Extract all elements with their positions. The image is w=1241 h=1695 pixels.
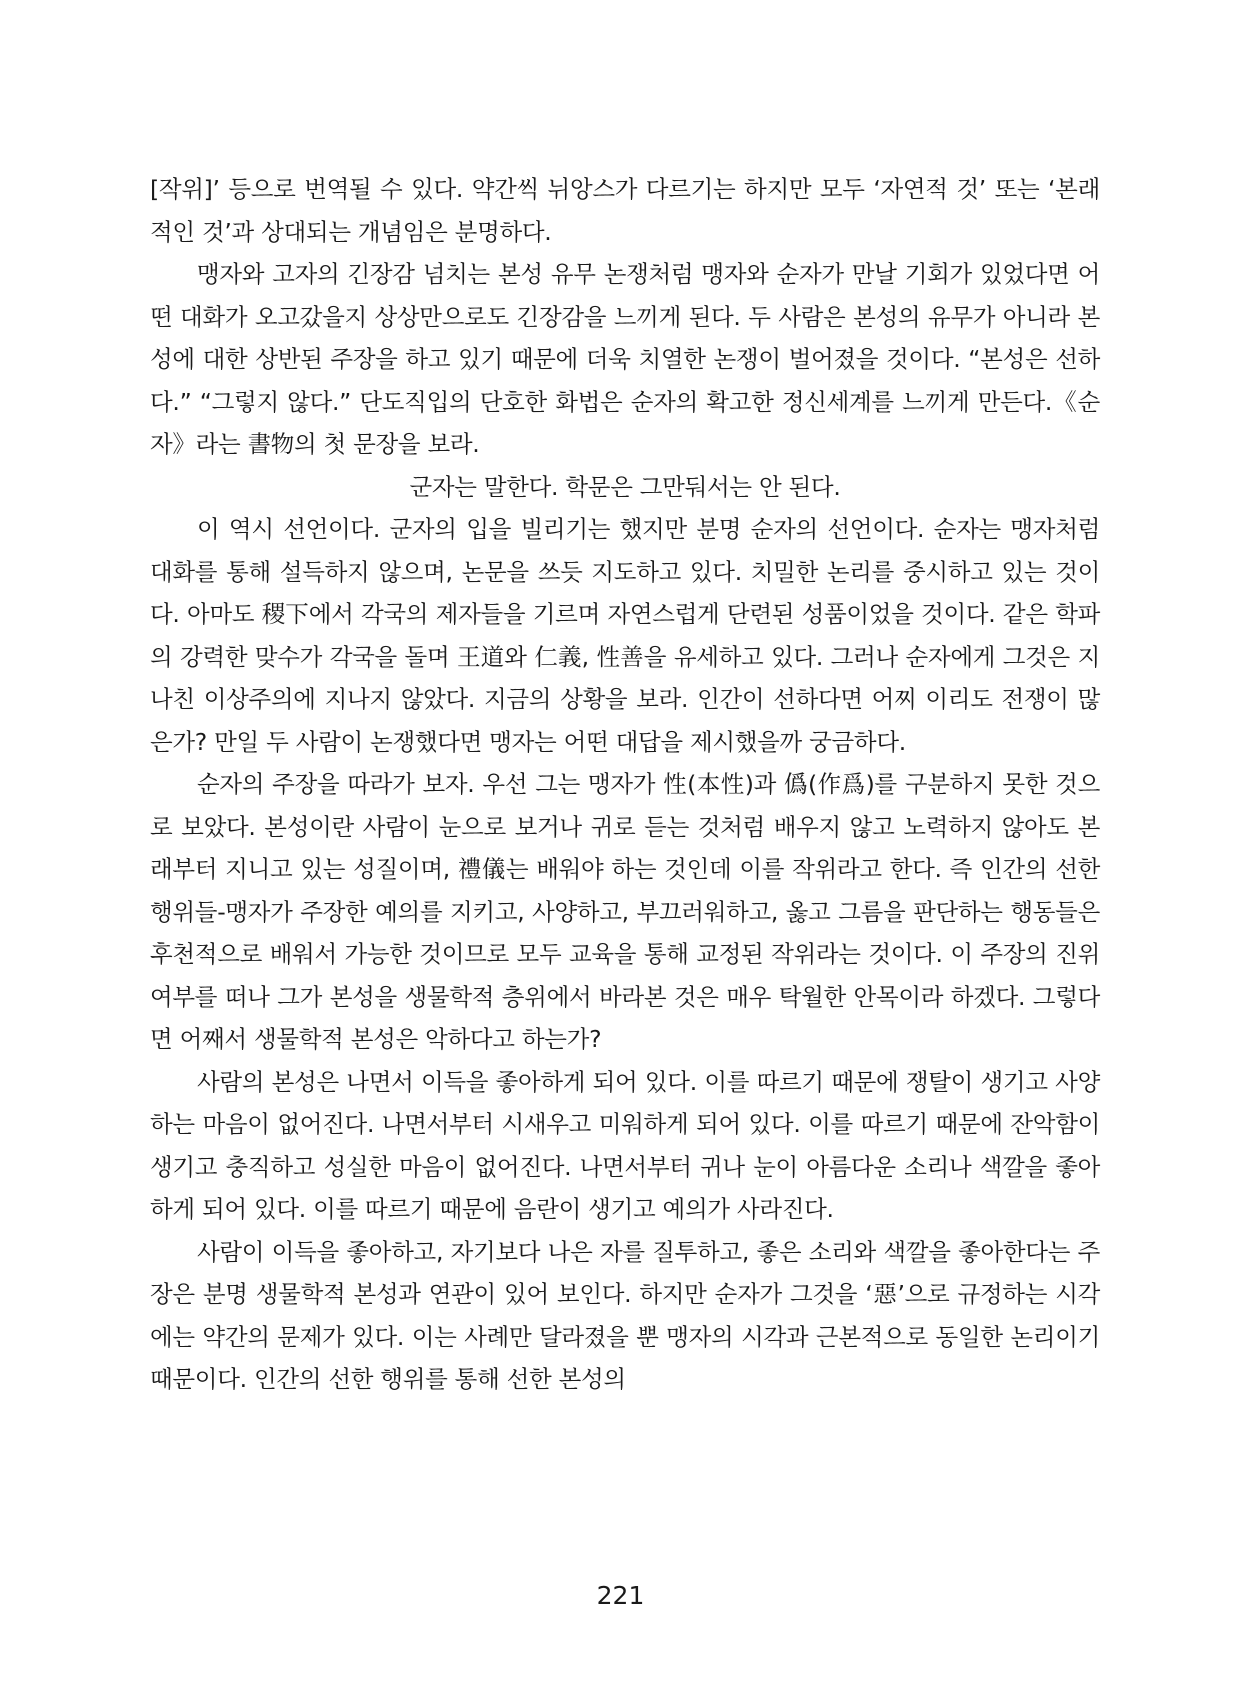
quotation: 군자는 말한다. 학문은 그만둬서는 안 된다. [409,472,841,501]
paragraph-2: 맹자와 고자의 긴장감 넘치는 본성 유무 논쟁처럼 맹자와 순자가 만날 기회가 있었다면 어떤 대화가 오고갔을지 상상만으로도 긴장감을 느끼게 된다. 두 사람은 본성의 유무가 아니라 본성에 대한 상반된 주장을 하고 있기 때문에 더욱 치열한 논쟁이 벌어졌을 것이다. “본성은 선하다.” “그렇지 않다.” 단도직입의 단호한 화법은 순자의 확고한 정신세계를 느끼게 만든다.《순자》라는 書物의 첫 문장을 보라. [150,260,1100,458]
body-text [150,168,1100,1401]
page-number: 221 [596,1581,645,1610]
paragraph-6: 사람이 이득을 좋아하고, 자기보다 나은 자를 질투하고, 좋은 소리와 색깔을 좋아한다는 주장은 분명 생물학적 본성과 연관이 있어 보인다. 하지만 순자가 그것을 ‘惡’으로 규정하는 시각에는 약간의 문제가 있다. 이는 사례만 달라졌을 뿐 맹자의 시각과 근본적으로 동일한 논리이기 때문이다. 인간의 선한 행위를 통해 선한 본성의 [150,1237,1100,1393]
paragraph-1: [작위]’ 등으로 번역될 수 있다. 약간씩 뉘앙스가 다르기는 하지만 모두 ‘자연적 것’ 또는 ‘본래적인 것’과 상대되는 개념임은 분명하다. [150,175,1100,246]
paragraph-4: 순자의 주장을 따라가 보자. 우선 그는 맹자가 性(本性)과 僞(作爲)를 구분하지 못한 것으로 보았다. 본성이란 사람이 눈으로 보거나 귀로 듣는 것처럼 배우지 않고 노력하지 않아도 본래부터 지니고 있는 성질이며, 禮儀는 배워야 하는 것인데 이를 작위라고 한다. 즉 인간의 선한 행위들-맹자가 주장한 예의를 지키고, 사양하고, 부끄러워하고, 옳고 그름을 판단하는 행동들은 후천적으로 배워서 가능한 것이므로 모두 교육을 통해 교정된 작위라는 것이다. 이 주장의 진위여부를 떠나 그가 본성을 생물학적 층위에서 바라본 것은 매우 탁월한 안목이라 하겠다. 그렇다면 어째서 생물학적 본성은 악하다고 하는가? [150,770,1100,1053]
paragraph-3: 이 역시 선언이다. 군자의 입을 빌리기는 했지만 분명 순자의 선언이다. 순자는 맹자처럼 대화를 통해 설득하지 않으며, 논문을 쓰듯 지도하고 있다. 치밀한 논리를 중시하고 있는 것이다. 아마도 稷下에서 각국의 제자들을 기르며 자연스럽게 단련된 성품이었을 것이다. 같은 학파의 강력한 맞수가 각국을 돌며 王道와 仁義, 性善을 유세하고 있다. 그러나 순자에게 그것은 지나친 이상주의에 지나지 않았다. 지금의 상황을 보라. 인간이 선하다면 어찌 이리도 전쟁이 많은가? 만일 두 사람이 논쟁했다면 맹자는 어떤 대답을 제시했을까 궁금하다. [150,515,1100,756]
paragraph-5: 사람의 본성은 나면서 이득을 좋아하게 되어 있다. 이를 따르기 때문에 쟁탈이 생기고 사양하는 마음이 없어진다. 나면서부터 시새우고 미워하게 되어 있다. 이를 따르기 때문에 잔악함이 생기고 충직하고 성실한 마음이 없어진다. 나면서부터 귀나 눈이 아름다운 소리나 색깔을 좋아하게 되어 있다. 이를 따르기 때문에 음란이 생기고 예의가 사라진다. [150,1067,1100,1223]
